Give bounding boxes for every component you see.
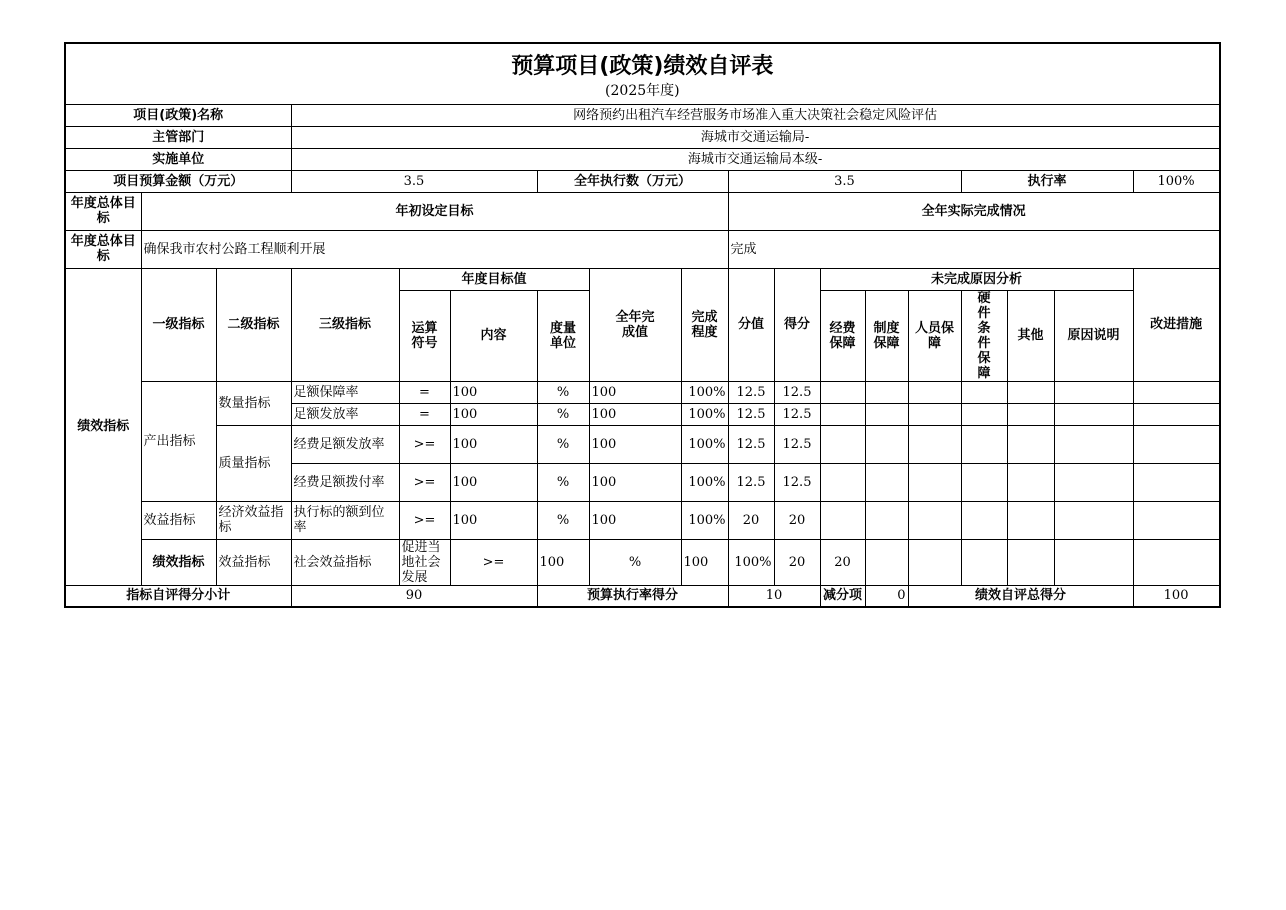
operator-cell: >=	[399, 501, 450, 539]
benefit-indicator-cell: 效益指标	[141, 501, 216, 539]
unit-cell: %	[537, 501, 589, 539]
other-cell	[1007, 463, 1054, 501]
total-score-value: 100	[1133, 585, 1219, 607]
reason-desc-cell	[1054, 381, 1133, 403]
degree-cell: 100%	[681, 425, 728, 463]
staff-cell	[908, 463, 961, 501]
exec-rate-label: 执行率	[961, 170, 1133, 192]
level3-header: 三级指标	[291, 268, 399, 381]
perf-indicator-label: 绩效指标	[65, 268, 141, 585]
total-score-label: 绩效自评总得分	[908, 585, 1133, 607]
hardware-cell	[961, 425, 1007, 463]
staff-cell	[908, 501, 961, 539]
completion-degree-header: 完成程度	[681, 268, 728, 381]
other-cell	[1007, 425, 1054, 463]
budget-amount-label: 项目预算金额（万元）	[65, 170, 291, 192]
operator-cell: =	[399, 381, 450, 403]
deduction-label: 减分项	[820, 585, 865, 607]
hardware-cell	[961, 463, 1007, 501]
degree-cell: 100%	[681, 463, 728, 501]
degree-cell: 100%	[728, 539, 774, 585]
system-cell	[865, 501, 908, 539]
unit-value: 海城市交通运输局本级-	[291, 148, 1219, 170]
unit-cell: %	[537, 403, 589, 425]
content-cell: 100	[450, 425, 537, 463]
content-cell: 100	[450, 501, 537, 539]
improvement-cell	[1133, 501, 1219, 539]
initial-goal-header: 年初设定目标	[141, 192, 728, 230]
dept-label: 主管部门	[65, 126, 291, 148]
improvement-header: 改进措施	[1133, 268, 1219, 381]
l3-cell: 足额保障率	[291, 381, 399, 403]
operator-cell: >=	[399, 463, 450, 501]
title-cell	[65, 43, 1219, 104]
actual-completion-header: 全年实际完成情况	[728, 192, 1219, 230]
annual-exec-label: 全年执行数（万元）	[537, 170, 728, 192]
reason-desc-cell	[1054, 463, 1133, 501]
value-cell: 20	[728, 501, 774, 539]
budget-exec-score-label: 预算执行率得分	[537, 585, 728, 607]
funding-cell	[820, 425, 865, 463]
system-cell	[865, 403, 908, 425]
done-cell: 100	[589, 381, 681, 403]
other-cell	[1007, 403, 1054, 425]
dept-value: 海城市交通运输局-	[291, 126, 1219, 148]
unit-cell: %	[589, 539, 681, 585]
score-header: 得分	[774, 268, 820, 381]
value-cell: 12.5	[728, 425, 774, 463]
done-cell: 100	[589, 425, 681, 463]
degree-cell: 100%	[681, 501, 728, 539]
reason-desc-cell	[1054, 501, 1133, 539]
staff-header: 人员保障	[908, 290, 961, 381]
funding-cell	[865, 539, 908, 585]
other-cell	[1007, 501, 1054, 539]
hardware-header: 硬件条件保障	[961, 290, 1007, 381]
value-cell: 12.5	[728, 463, 774, 501]
system-cell	[865, 425, 908, 463]
score-cell: 12.5	[774, 463, 820, 501]
level1-header: 一级指标	[141, 268, 216, 381]
degree-cell: 100%	[681, 381, 728, 403]
social-indicator-cell: 社会效益指标	[291, 539, 399, 585]
l3-cell: 执行标的额到位率	[291, 501, 399, 539]
funding-cell	[820, 381, 865, 403]
page-subtitle: (2025年度)	[605, 82, 680, 99]
score-cell: 12.5	[774, 381, 820, 403]
content-cell: 100	[450, 381, 537, 403]
other-cell	[1007, 381, 1054, 403]
output-indicator-cell: 产出指标	[141, 381, 216, 501]
operator-cell: >=	[399, 425, 450, 463]
value-cell: 12.5	[728, 381, 774, 403]
score-cell: 20	[774, 501, 820, 539]
deduction-value: 0	[865, 585, 908, 607]
content-header: 内容	[450, 290, 537, 381]
hardware-cell	[961, 381, 1007, 403]
reason-desc-cell	[1054, 403, 1133, 425]
annual-goal-label-2: 年度总体目标	[65, 230, 141, 268]
project-name-value: 网络预约出租汽车经营服务市场准入重大决策社会稳定风险评估	[291, 104, 1219, 126]
l3-cell: 经费足额拨付率	[291, 463, 399, 501]
subtotal-label: 指标自评得分小计	[65, 585, 291, 607]
content-cell: 100	[450, 403, 537, 425]
exec-rate-value: 100%	[1133, 170, 1219, 192]
reason-analysis-header: 未完成原因分析	[820, 268, 1133, 290]
quantity-indicator-cell: 数量指标	[216, 381, 291, 425]
project-name-label: 项目(政策)名称	[65, 104, 291, 126]
staff-cell	[908, 425, 961, 463]
performance-self-evaluation-table	[64, 42, 1221, 608]
operator-cell: >=	[450, 539, 537, 585]
budget-exec-score-value: 10	[728, 585, 820, 607]
quality-indicator-cell: 质量指标	[216, 425, 291, 501]
reason-desc-cell	[1054, 425, 1133, 463]
subtotal-value: 90	[291, 585, 537, 607]
content-cell: 100	[537, 539, 589, 585]
funding-cell	[820, 501, 865, 539]
done-cell: 100	[589, 403, 681, 425]
score-cell: 12.5	[774, 425, 820, 463]
improvement-cell	[1133, 425, 1219, 463]
done-cell: 100	[589, 501, 681, 539]
other-header: 其他	[1007, 290, 1054, 381]
l3-cell: 足额发放率	[291, 403, 399, 425]
unit-cell: %	[537, 381, 589, 403]
score-cell: 20	[820, 539, 865, 585]
annual-exec-value: 3.5	[728, 170, 961, 192]
score-cell: 12.5	[774, 403, 820, 425]
goal-actual-value: 完成	[728, 230, 1219, 268]
funding-header: 经费保障	[820, 290, 865, 381]
done-cell: 100	[681, 539, 728, 585]
system-cell	[865, 381, 908, 403]
unit-cell: %	[537, 425, 589, 463]
reason-desc-cell	[1133, 539, 1219, 585]
l3-cell: 经费足额发放率	[291, 425, 399, 463]
economic-indicator-cell: 经济效益指标	[216, 501, 291, 539]
system-cell	[908, 539, 961, 585]
staff-cell	[908, 403, 961, 425]
perf-indicator-label-2: 绩效指标	[141, 539, 216, 585]
improvement-cell	[1133, 463, 1219, 501]
hardware-cell	[961, 403, 1007, 425]
page-title: 预算项目(政策)绩效自评表	[511, 53, 774, 79]
unit-cell: %	[537, 463, 589, 501]
improvement-cell	[1219, 539, 1220, 585]
funding-cell	[820, 403, 865, 425]
goal-initial-value: 确保我市农村公路工程顺利开展	[141, 230, 728, 268]
improvement-cell	[1133, 381, 1219, 403]
annual-done-header: 全年完成值	[589, 268, 681, 381]
funding-cell	[820, 463, 865, 501]
measure-unit-header: 度量单位	[537, 290, 589, 381]
unit-label: 实施单位	[65, 148, 291, 170]
annual-target-header: 年度目标值	[399, 268, 589, 290]
benefit-indicator-cell-2: 效益指标	[216, 539, 291, 585]
staff-cell	[961, 539, 1007, 585]
reason-desc-header: 原因说明	[1054, 290, 1133, 381]
hardware-cell	[961, 501, 1007, 539]
improvement-cell	[1133, 403, 1219, 425]
staff-cell	[908, 381, 961, 403]
system-header: 制度保障	[865, 290, 908, 381]
value-cell: 20	[774, 539, 820, 585]
annual-goal-label: 年度总体目标	[65, 192, 141, 230]
done-cell: 100	[589, 463, 681, 501]
system-cell	[865, 463, 908, 501]
level2-header: 二级指标	[216, 268, 291, 381]
other-cell	[1054, 539, 1133, 585]
score-value-header: 分值	[728, 268, 774, 381]
value-cell: 12.5	[728, 403, 774, 425]
operator-cell: =	[399, 403, 450, 425]
l3-cell: 促进当地社会发展	[399, 539, 450, 585]
hardware-cell	[1007, 539, 1054, 585]
content-cell: 100	[450, 463, 537, 501]
degree-cell: 100%	[681, 403, 728, 425]
budget-amount-value: 3.5	[291, 170, 537, 192]
operator-header: 运算符号	[399, 290, 450, 381]
